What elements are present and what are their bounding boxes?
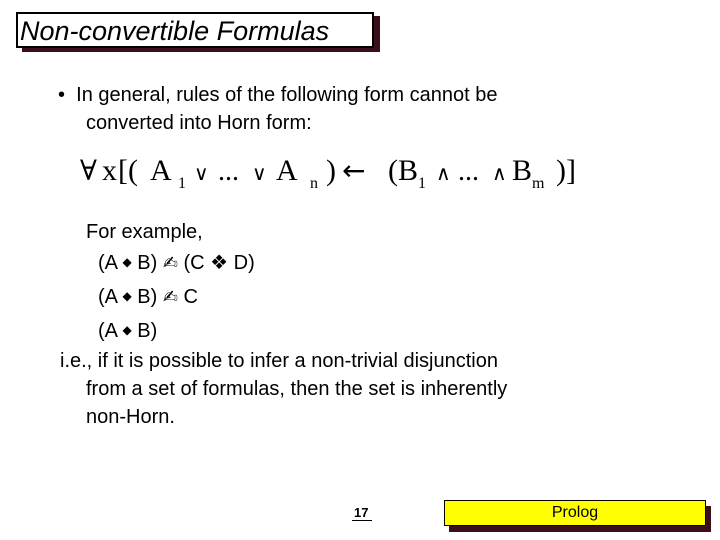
diamond-icon: ◆ xyxy=(122,255,132,269)
formula-a-n: A xyxy=(276,154,298,187)
ex1-d: D) xyxy=(233,252,255,274)
formula-b-m: B xyxy=(512,154,533,187)
diamond-icon: ◆ xyxy=(122,289,132,303)
ex2-a: (A xyxy=(98,286,117,308)
conclusion-line-1: i.e., if it is possible to infer a non-trivial disjunction xyxy=(60,350,498,372)
formula-and-1: ∧ xyxy=(436,161,451,185)
slide-title: Non-convertible Formulas xyxy=(20,16,330,46)
conclusion-line-2: from a set of formulas, then the set is inherently xyxy=(86,378,508,400)
formula-or-1: ∨ xyxy=(194,161,209,185)
formula-open-2: ( xyxy=(388,154,398,187)
ex2-c: C xyxy=(183,286,198,308)
formula-arrow: ← xyxy=(342,154,366,187)
example-1 xyxy=(98,250,255,276)
horn-formula xyxy=(80,147,620,195)
forall-symbol: ∀ xyxy=(80,154,97,187)
formula-and-2: ∧ xyxy=(492,161,507,185)
page-number-underline xyxy=(352,520,372,521)
formula-open: [( xyxy=(118,154,138,187)
footer-label: Prolog xyxy=(551,504,599,521)
bullet-line-1 xyxy=(58,83,498,107)
example-2 xyxy=(98,284,198,310)
ex1-a: (A xyxy=(98,252,117,274)
formula-sub-n: n xyxy=(310,175,318,192)
writing-hand-icon: ✍ xyxy=(162,253,178,274)
formula-close-2: )] xyxy=(556,154,576,187)
formula-or-2: ∨ xyxy=(252,161,267,185)
bullet-marker: • xyxy=(58,84,66,106)
ex1-b: B) xyxy=(137,252,158,274)
example-3 xyxy=(98,318,157,343)
formula-b: B xyxy=(398,154,419,187)
writing-hand-icon: ✍ xyxy=(162,287,178,308)
formula-a: A xyxy=(150,154,172,187)
ex3-b: B) xyxy=(137,320,158,342)
conclusion-line-3: non-Horn. xyxy=(86,406,175,428)
formula-sub-1-b: 1 xyxy=(418,175,426,192)
example-heading: For example, xyxy=(86,221,203,243)
ex2-b: B) xyxy=(137,286,158,308)
formula-x: x xyxy=(102,154,117,187)
formula-dots-2: ... xyxy=(458,156,479,187)
ex3-a: (A xyxy=(98,320,117,342)
diamond-icon: ◆ xyxy=(122,323,132,337)
four-diamond-icon: ❖ xyxy=(210,250,229,274)
page-number: 17 xyxy=(354,505,369,520)
formula-sub-m: m xyxy=(532,175,545,192)
bullet-text-1: In general, rules of the following form cannot be xyxy=(76,84,498,106)
ex1-c: (C xyxy=(183,252,205,274)
formula-dots-1: ... xyxy=(218,156,239,187)
bullet-text-2: converted into Horn form: xyxy=(86,112,312,134)
formula-sub-1: 1 xyxy=(178,175,186,192)
formula-close-1: ) xyxy=(326,154,336,187)
